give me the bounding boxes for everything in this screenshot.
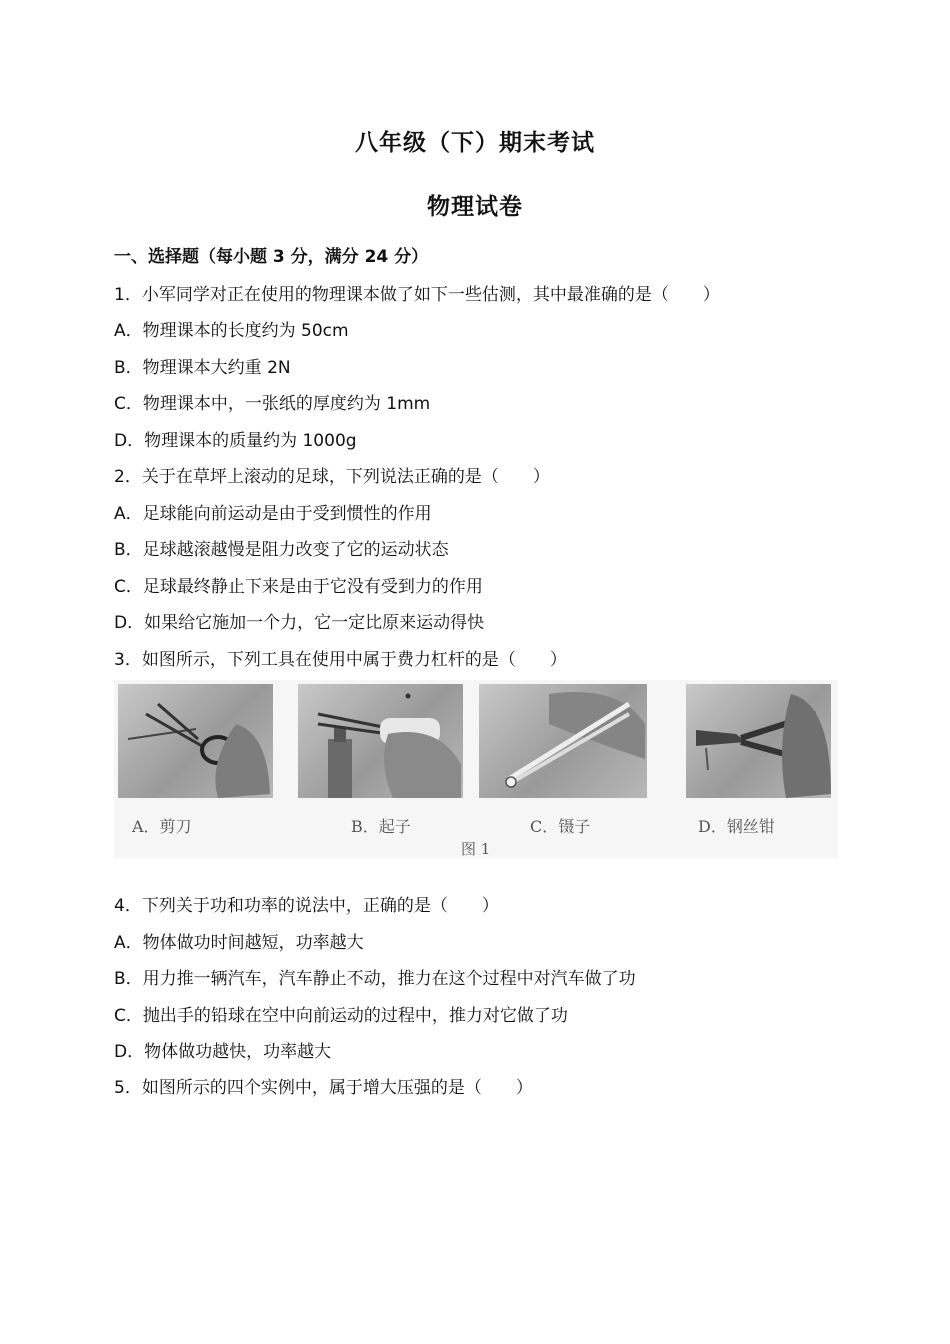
question-4-option-d: D．物体做功越快，功率越大 <box>114 1042 332 1062</box>
question-1-option-d: D．物理课本的质量约为 1000g <box>114 431 357 451</box>
bottle-opener-photo <box>298 684 463 798</box>
question-4-option-a: A．物体做功时间越短，功率越大 <box>114 933 364 953</box>
question-1-option-c: C．物理课本中，一张纸的厚度约为 1mm <box>114 394 431 414</box>
question-4-option-b: B．用力推一辆汽车，汽车静止不动，推力在这个过程中对汽车做了功 <box>114 969 636 989</box>
caption-scissors: A．剪刀 <box>132 817 192 836</box>
figure-label: 图 1 <box>461 840 491 858</box>
exam-title: 八年级（下）期末考试 <box>355 130 595 156</box>
question-2-option-c: C．足球最终静止下来是由于它没有受到力的作用 <box>114 577 483 597</box>
scissors-photo <box>118 684 273 798</box>
question-1-option-b: B．物理课本大约重 2N <box>114 358 291 378</box>
question-1-option-a: A．物理课本的长度约为 50cm <box>114 321 349 341</box>
figure-1 <box>114 680 838 858</box>
question-2-stem: 2．关于在草坪上滚动的足球，下列说法正确的是（ ） <box>114 467 550 487</box>
question-2-option-d: D．如果给它施加一个力，它一定比原来运动得快 <box>114 613 485 633</box>
question-5-stem: 5．如图所示的四个实例中，属于增大压强的是（ ） <box>114 1078 533 1098</box>
tweezers-photo <box>479 684 647 798</box>
question-4-stem: 4．下列关于功和功率的说法中，正确的是（ ） <box>114 896 499 916</box>
question-4-option-c: C．抛出手的铅球在空中向前运动的过程中，推力对它做了功 <box>114 1006 568 1026</box>
question-2-option-a: A．足球能向前运动是由于受到惯性的作用 <box>114 504 432 524</box>
exam-subtitle: 物理试卷 <box>427 194 523 220</box>
caption-pliers: D．钢丝钳 <box>698 817 775 836</box>
caption-tweezers: C．镊子 <box>530 817 591 836</box>
caption-bottle-opener: B．起子 <box>351 817 411 836</box>
question-3-stem: 3．如图所示，下列工具在使用中属于费力杠杆的是（ ） <box>114 650 567 670</box>
question-1-stem: 1．小军同学对正在使用的物理课本做了如下一些估测，其中最准确的是（ ） <box>114 285 720 305</box>
section-heading: 一、选择题（每小题 3 分，满分 24 分） <box>114 247 429 267</box>
pliers-photo <box>686 684 831 798</box>
question-2-option-b: B．足球越滚越慢是阻力改变了它的运动状态 <box>114 540 449 560</box>
